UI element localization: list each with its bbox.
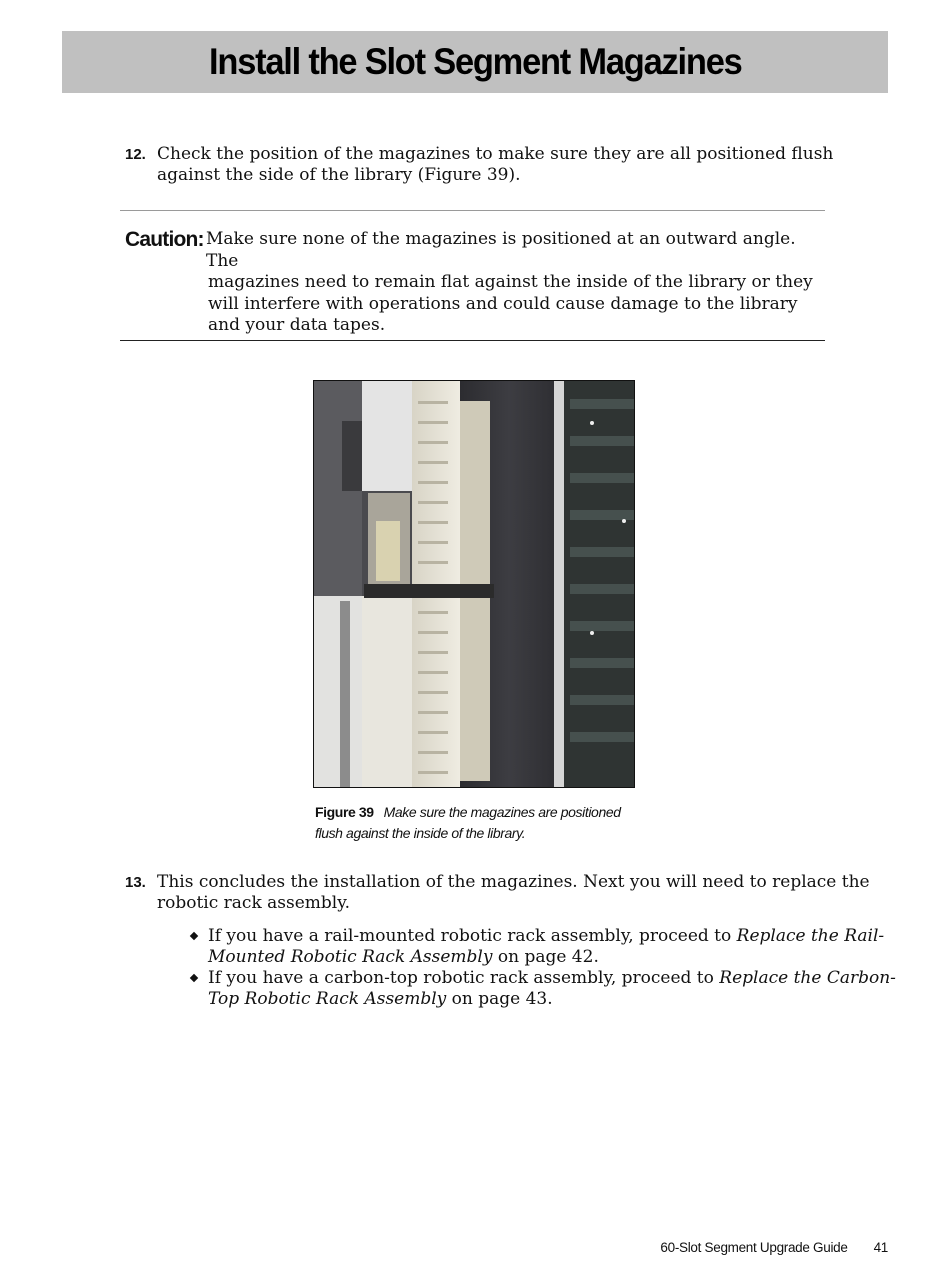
list-item (190, 968, 900, 1010)
bullet-suffix: on page 42. (492, 947, 599, 967)
page-footer (660, 1240, 888, 1255)
bullet-diamond-icon (190, 974, 198, 982)
bullet-diamond-icon (190, 932, 198, 940)
photo-illustration (314, 381, 635, 788)
step-number: 12. (125, 146, 146, 163)
caution-bottom-rule (120, 340, 825, 341)
bullet-suffix: on page 43. (446, 989, 553, 1009)
title-banner (62, 31, 888, 93)
step-12 (125, 144, 870, 186)
library-magazines-photo (313, 380, 635, 788)
caution-top-rule (120, 210, 825, 211)
guide-title: 60-Slot Segment Upgrade Guide (660, 1240, 848, 1255)
list-item (190, 926, 900, 968)
page-title: Install the Slot Segment Magazines (208, 41, 742, 82)
cross-reference-link[interactable]: Replace the Rail-Mounted Robotic Rack Assembly (208, 926, 885, 967)
step-text: Check the position of the magazines to make sure they are all positioned flush against the side of the library (Figure 39). (157, 144, 834, 185)
cross-reference-link[interactable]: Replace the Carbon-Top Robotic Rack Assembly (208, 968, 896, 1009)
step-number: 13. (125, 874, 146, 891)
page-number: 41 (873, 1240, 888, 1255)
caution-label: Caution: (125, 228, 204, 251)
bullet-prefix: If you have a rail-mounted robotic rack assembly, proceed to (208, 926, 737, 946)
caution-first-line: Make sure none of the magazines is positioned at an outward angle. The (206, 229, 796, 271)
caution-text: magazines need to remain flat against the inside of the library or they will interfere with operations and could cause damage to the library and your data tapes. (208, 272, 813, 335)
step-13 (125, 872, 870, 914)
option-list (190, 926, 900, 1010)
figure-label: Figure 39 (315, 804, 374, 820)
figure-caption-text: Make sure the magazines are positioned flush against the inside of the library. (315, 804, 621, 841)
bullet-prefix: If you have a carbon-top robotic rack assembly, proceed to (208, 968, 720, 988)
figure-caption (315, 802, 645, 844)
step-text: This concludes the installation of the magazines. Next you will need to replace the robotic rack assembly. (157, 872, 870, 913)
caution-box (125, 229, 830, 337)
